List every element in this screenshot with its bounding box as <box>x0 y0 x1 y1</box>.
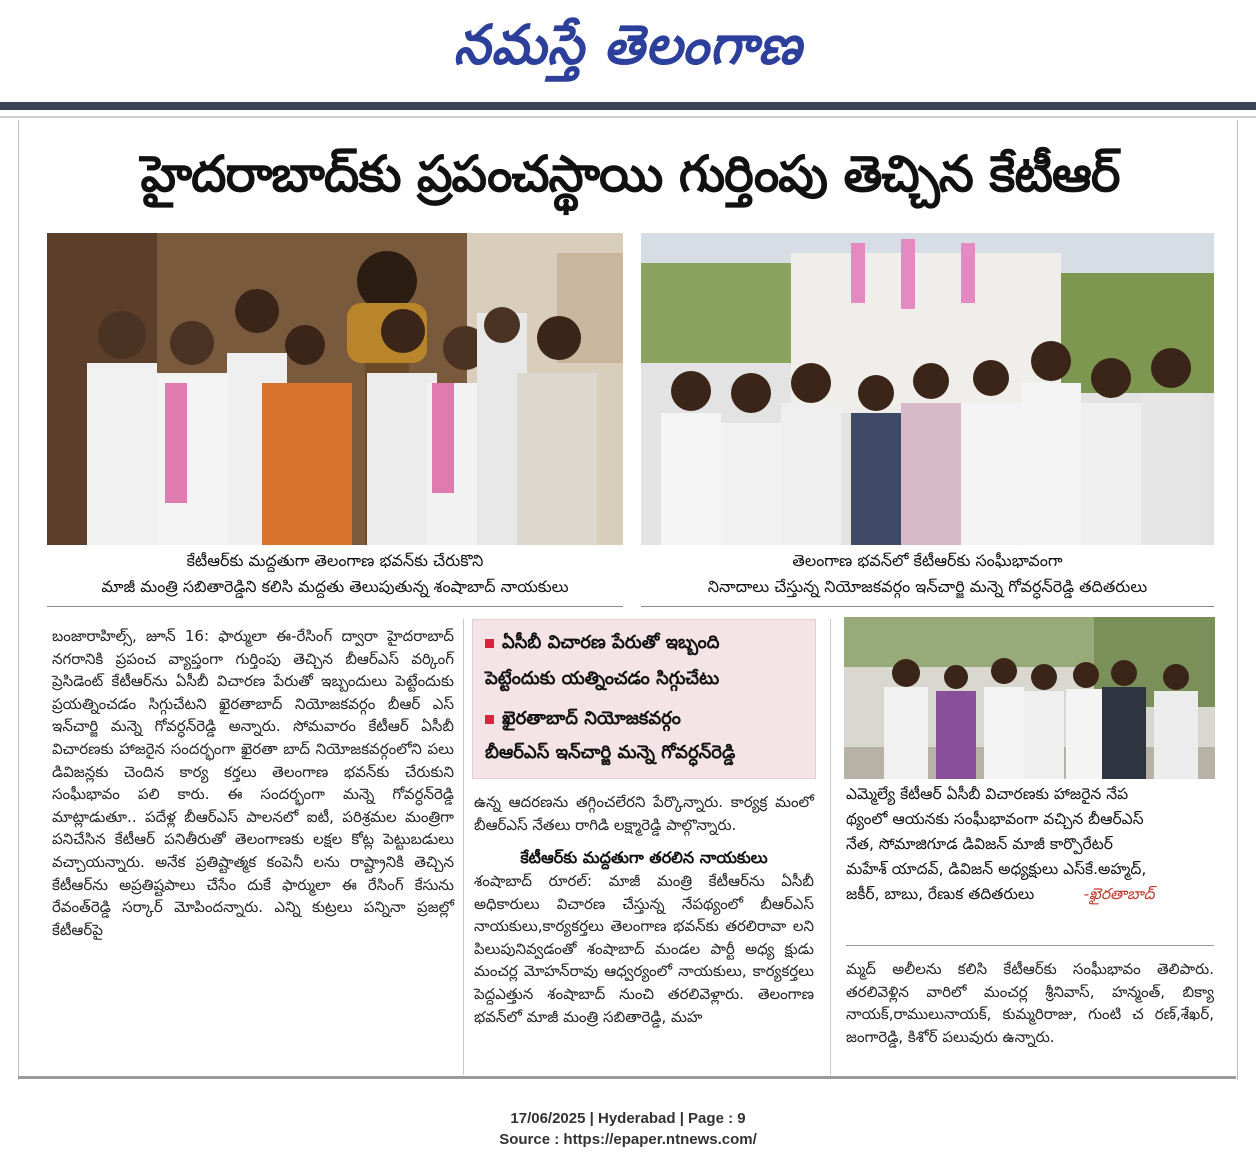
column-divider <box>830 619 831 1075</box>
caption-line <box>846 882 1214 907</box>
photo-leaders-with-sabitha-reddy <box>47 233 623 545</box>
article-column-2 <box>474 791 814 836</box>
caption-rule <box>641 606 1214 607</box>
column-divider <box>463 619 464 1075</box>
photo-caption-left <box>47 548 623 600</box>
caption-line: మాజీ మంత్రి సబితారెడ్డిని కలిసి మద్దతు తెలుపుతున్న శంషాబాద్ నాయకులు <box>101 577 569 596</box>
masthead-thin-rule <box>0 116 1256 118</box>
small-photo-caption <box>846 782 1214 942</box>
highlight-text: ఏసీబీ విచారణ పేరుతో ఇబ్బంది <box>502 632 720 653</box>
bottom-rule <box>18 1076 1236 1079</box>
caption-rule <box>846 945 1214 946</box>
highlight-box <box>472 619 816 779</box>
highlight-item <box>485 736 735 770</box>
article-body-text: బంజారాహిల్స్, జూన్ 16: ఫార్ములా ఈ-రేసింగ్ ద్వారా హైదరాబాద్ నగరానికి ప్రపంచ వ్యాప్తంగా గుర్తింపు తెచ్చిన బీఆర్‌ఎస్ వర్కింగ్ ప్రెసిడెంట్ కేటీఆర్‌ను ఏసీబీ విచారణ పేరుతో ఇబ్బందులు పెట్టేందుకు ప్రయత్నించడం సిగ్గుచేటని ఖైరతాబాద్ నియోజకవర్గం బీఆర్ ఎస్ ఇన్‌చార్జి మన్నె గోవర్ధన్‌రెడ్డి అన్నారు. సోమవారం కేటీఆర్ ఏసీబీ విచారణకు హాజరైన సందర్భంగా ఖైరతా బాద్ నియోజకవర్గంలోని పలు డివిజన్లకు చెందిన కార్య కర్తలు తెలంగాణ భవన్‌కు చేరుకుని సంఘీభావం పలి కారు. ఈ సందర్భంగా మన్నె గోవర్ధన్‌రెడ్డి మాట్లాడుతూ.. పదేళ్ల బీఆర్‌ఎస్ పాలనలో ఐటీ, పరిశ్రమల మంత్రిగా పనిచేసిన కేటీఆర్ పనితీరుతో తెలంగాణకు లక్షల కోట్ల పెట్టుబడులు వచ్చాయన్నారు. అనేక ప్రతిష్టాత్మక కంపెనీ లను రాష్ట్రానికి తెచ్చిన కేటీఆర్‌ను అప్రతిష్టపాలు చేసేం దుకే ఫార్ములా ఈ రేసింగ్ కేసును రేవంత్‌రెడ్డి సర్కార్ మోపిందన్నారు. ఎన్ని కుట్రలు పన్నినా ప్రజల్లో కేటీఆర్‌పై <box>52 627 454 939</box>
caption-line: కేటీఆర్‌కు మద్దతుగా తెలంగాణ భవన్‌కు చేరుకొని <box>186 551 484 570</box>
caption-line: ఎమ్మెల్యే కేటీఆర్ ఏసీబీ విచారణకు హాజరైన నేప <box>846 785 1129 803</box>
photo-telangana-bhavan-rally <box>641 233 1214 545</box>
bullet-icon <box>485 715 494 724</box>
article-column-1 <box>52 625 454 941</box>
highlight-text: ఖైరతాబాద్ నియోజకవర్గం <box>502 708 681 729</box>
highlight-item <box>485 702 681 736</box>
article-body-text: మ్మద్ అలీలను కలిసి కేటీఆర్‌కు సంఘీభావం తెలిపారు. తరలివెళ్లిన వారిలో మంచర్ల శ్రీనివాస్, హన్మంత్, బిక్యా నాయక్,రాములునాయక్, కుమ్మరిరాజు, గుంటి చ రణ్,శేఖర్, జంగారెడ్డి, కిశోర్ పలువురు ఉన్నారు. <box>846 960 1214 1046</box>
masthead-rule <box>0 102 1256 110</box>
footer-source-link[interactable]: Source : https://epaper.ntnews.com/ <box>499 1131 757 1148</box>
page-footer <box>0 1108 1256 1150</box>
highlight-item <box>485 626 719 660</box>
highlight-text: పెట్టేందుకు యత్నించడం సిగ్గుచేటు <box>485 668 720 689</box>
caption-line: నినాదాలు చేస్తున్న నియోజకవర్గం ఇన్‌చార్జి మన్నె గోవర్ధన్‌రెడ్డి తదితరులు <box>707 577 1148 596</box>
highlight-item <box>485 662 719 696</box>
byline: -ఖైరతాబాద్ <box>1083 885 1155 903</box>
caption-rule <box>47 606 623 607</box>
highlight-text: బీఆర్‌ఎస్ ఇన్‌చార్జి మన్నె గోవర్ధన్‌రెడ్డి <box>485 742 736 763</box>
caption-line: నేత, సోమాజిగూడ డివిజన్ మాజీ కార్పొరేటర్ <box>846 835 1113 853</box>
photo-caption-right <box>641 548 1214 600</box>
bullet-icon <box>485 639 494 648</box>
article-body-text: ఉన్న ఆదరణను తగ్గించలేరని పేర్కొన్నారు. కార్యక్ర మంలో బీఆర్‌ఎస్ నేతలు రాగిడి లక్ష్మారెడ్డి పాల్గొన్నారు. <box>474 793 814 834</box>
sub-headline: కేటీఆర్‌కు మద్దతుగా తరలిన నాయకులు <box>520 848 768 867</box>
photo-khairatabad-leaders <box>844 617 1215 779</box>
masthead <box>0 0 1256 104</box>
caption-text: జకీర్, బాబు, రేణుక తదితరులు <box>846 885 1035 903</box>
caption-line: థ్యంలో ఆయనకు సంఘీభావంగా వచ్చిన బీఆర్‌ఎస్ <box>846 810 1144 828</box>
caption-line: మహేశ్ యాదవ్, డివిజన్ అధ్యక్షులు ఎస్‌కే.అహ్మద్, <box>846 860 1147 878</box>
newspaper-logo: నమస్తే తెలంగాణ <box>453 13 803 77</box>
article-headline: హైదరాబాద్‌కు ప్రపంచస్థాయి గుర్తింపు తెచ్చిన కేటీఆర్ <box>140 145 1120 203</box>
article-column-3 <box>846 958 1214 1048</box>
article-column-2-continued <box>474 870 814 1028</box>
caption-line: తెలంగాణ భవన్‌లో కేటీఆర్‌కు సంఘీభావంగా <box>792 551 1063 570</box>
article-body-text: శంషాబాద్ రూరల్: మాజీ మంత్రి కేటీఆర్‌ను ఏసీబీ అధికారులు విచారణ చేస్తున్న నేపథ్యంలో బీఆర్‌ఎస్ నాయకులు,కార్యకర్తలు తెలంగాణ భవన్‌కు తరలిరావా లని పిలుపునివ్వడంతో శంషాబాద్ మండల పార్టీ అధ్య క్షుడు మంచర్ల మోహన్‌రావు ఆధ్వర్యంలో నాయకులు, కార్యకర్తలు పెద్దఎత్తున శంషాబాద్ నుంచి తరలివెళ్లారు. తెలంగాణ భవన్‌లో మాజీ మంత్రి సబితారెడ్డి, మహ <box>474 872 814 1026</box>
footer-date-page: 17/06/2025 | Hyderabad | Page : 9 <box>510 1110 746 1127</box>
